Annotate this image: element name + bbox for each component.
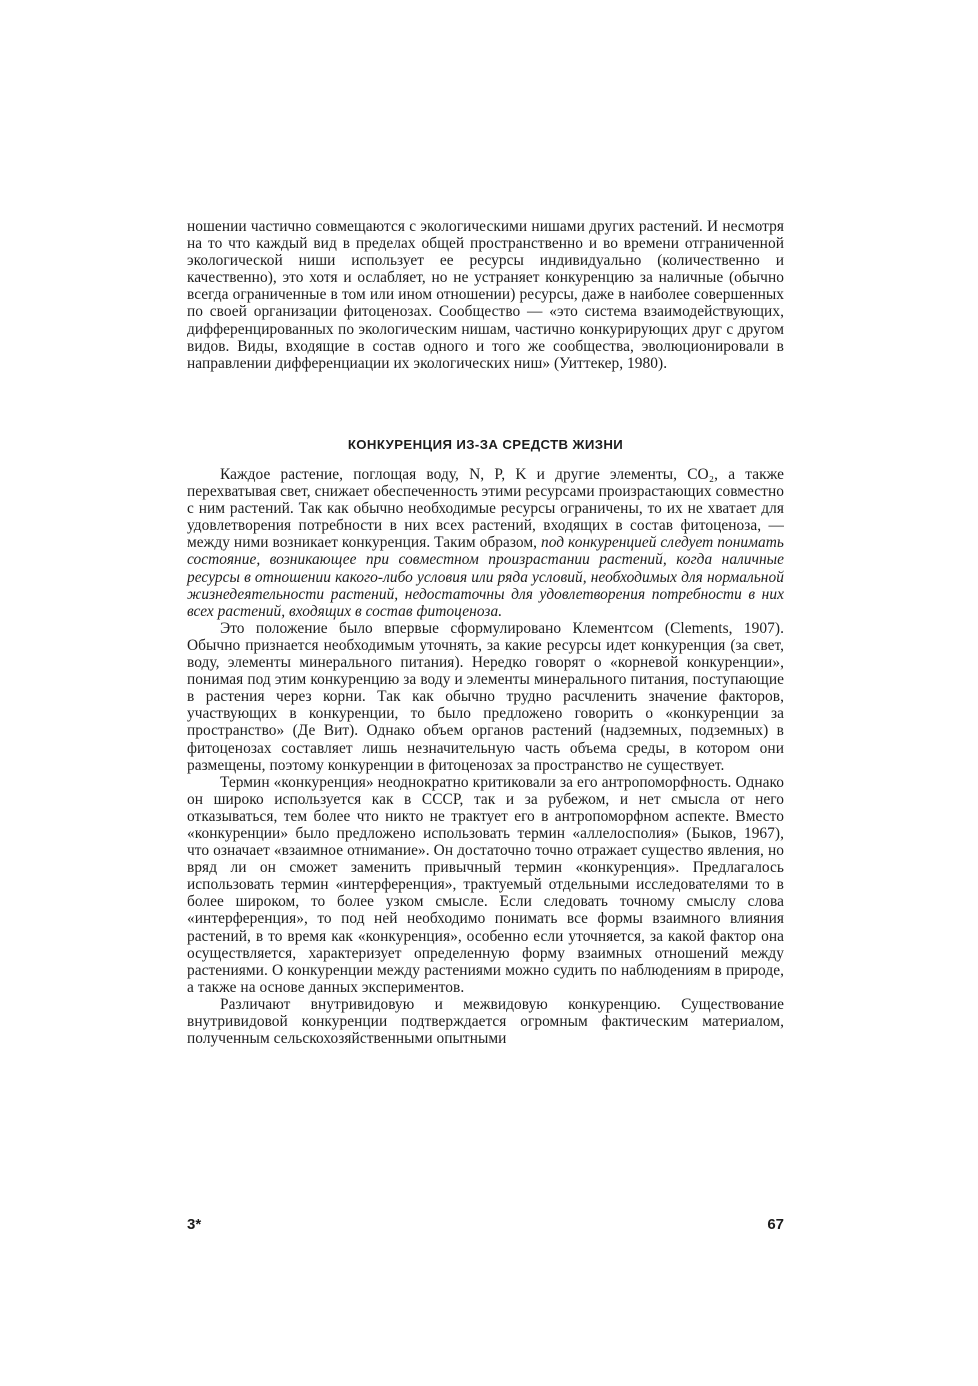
- printer-signature-mark: 3*: [187, 1216, 202, 1233]
- paragraph-1: [187, 466, 784, 620]
- section-heading: КОНКУРЕНЦИЯ ИЗ-ЗА СРЕДСТВ ЖИЗНИ: [347, 437, 624, 452]
- intro-paragraph: ношении частично совмещаются с экологическими нишами других растений. И несмотря на то что каждый вид в пределах общей пространственно и во времени отграниченной экологической ниши использует ее ресурсы индивидуально (количественно и качественно), это хотя и ослабляет, но не устраняет конкуренцию за наличные (обычно всегда ограниченные в том или ином отношении) ресурсы, даже в наиболее совершенных по своей организации фитоценозах. Сообщество — «это система взаимодействующих, дифференцированных по экологическим нишам, частично конкурирующих друг с другом видов. Виды, входящие в состав одного и того же сообщества, эволюционировали в направлении дифференциации их экологических ниш» (Уиттекер, 1980).: [187, 218, 784, 372]
- page-number: 67: [767, 1216, 784, 1233]
- paragraph-1-text: Каждое растение, поглощая воду, N, P, K и другие элементы, CO₂, а также перехватывая свет, снижает обеспеченность этими ресурсами произрастающих совместно с ним растений. Так как обычно необходимые ресурсы ограничены, то их не хватает для удовлетворения потребности в них всех растений, входящих в состав фитоценоза, — между ними возникает конкуренция. Таким образом,: [187, 466, 784, 552]
- paragraph-2: Это положение было впервые сформулировано Клементсом (Clements, 1907). Обычно признается необходимым уточнять, за какие ресурсы идет конкуренция (за свет, воду, элементы минерального питания). Нередко говорят о «корневой конкуренции», понимая под этим конкуренцию за воду и элементы минерального питания, поступающие в растения через корни. Так как обычно трудно расчленить значение факторов, участвующих в конкуренции, то было предложено говорить о «конкуренции за пространство» (Де Вит). Однако объем органов растений (надземных, подземных) в фитоценозах составляет лишь незначительную часть объема среды, в котором они размещены, поэтому конкуренции в фитоценозах за пространство не существует.: [187, 619, 784, 774]
- paragraph-4: Различают внутривидовую и межвидовую конкуренцию. Существование внутривидовой конкуренции подтверждается огромным фактическим материалом, полученным сельскохозяйственными опытными: [187, 995, 784, 1048]
- section-body: [187, 466, 784, 1047]
- competition-definition: под конкуренцией следует понимать состояние, возникающее при совместном произрастании растений, когда наличные ресурсы в отношении какого-либо условия или ряда условий, необходимых для нормальной жизнедеятельности растений, недостаточны для удовлетворения потребности в них всех растений, входящих в состав фитоценоза.: [187, 534, 784, 620]
- paragraph-3: Термин «конкуренция» неоднократно критиковали за его антропоморфность. Однако он широко используется как в СССР, так и за рубежом, и нет смысла от него отказываться, тем более что никто не трактует его в антропоморфном аспекте. Вместо «конкуренции» было предложено использовать термин «аллелосполия» (Быков, 1967), что означает «взаимное отнимание». Он достаточно точно отражает существо явления, но вряд ли он сможет заменить привычный термин «конкуренция». Предлагалось использовать термин «интерференция», трактуемый отдельными исследователями то в более широком, то более узком смысле. Если следовать точному смыслу слова «интерференция», то под ней необходимо понимать все формы взаимного влияния растений, в то время как «конкуренция», особенно если уточняется, за какой фактор она осуществляется, характеризует определенную форму взаимных отношений между растениями. О конкуренции между растениями можно судить по наблюдениям в природе, а также на основе данных экспериментов.: [187, 773, 784, 996]
